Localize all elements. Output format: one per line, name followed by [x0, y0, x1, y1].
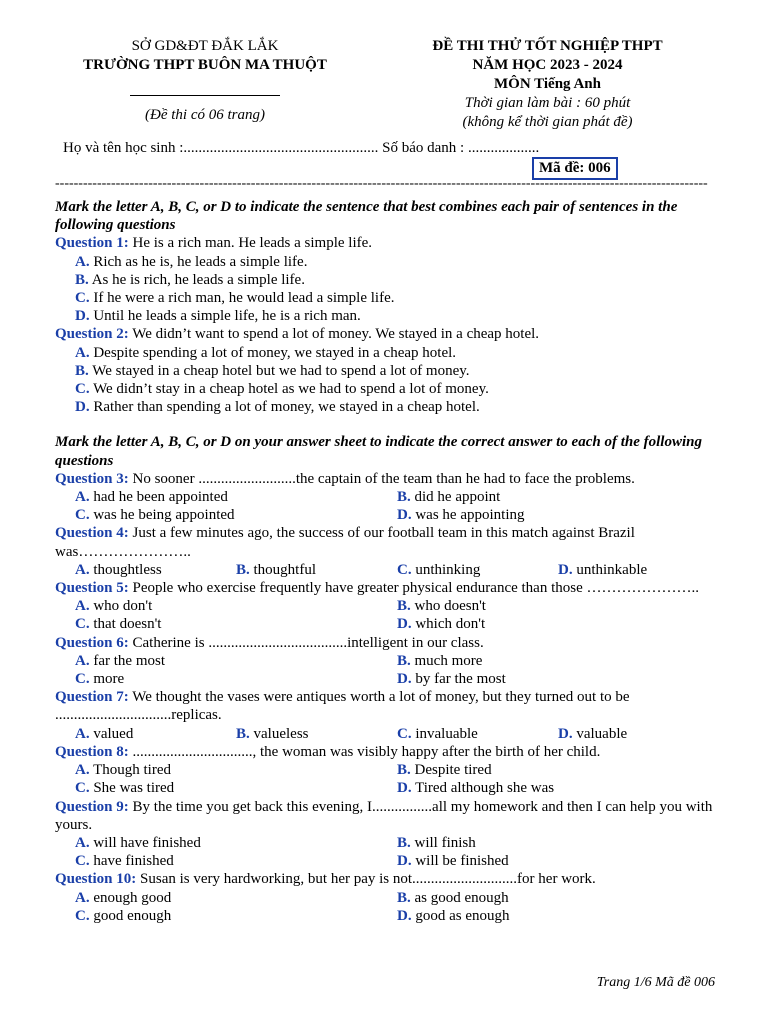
question-4 [55, 524, 720, 560]
option-text: did he appoint [410, 489, 501, 506]
option-text: thoughtful [249, 561, 317, 578]
option-text: that doesn't [89, 616, 162, 633]
question-label: Question 10: [55, 871, 137, 888]
option-letter: A. [75, 253, 90, 270]
option-letter: A. [75, 834, 90, 851]
options-row [55, 670, 720, 688]
option-letter: C. [75, 381, 90, 398]
options-row [55, 889, 720, 907]
option-text: invaluable [411, 725, 478, 742]
option-letter: B. [75, 271, 89, 288]
option-c [397, 725, 558, 743]
option-text: far the most [89, 652, 165, 669]
school-year: NĂM HỌC 2023 - 2024 [472, 57, 623, 73]
option [55, 289, 720, 307]
options-row [55, 852, 720, 870]
option-letter: C. [75, 507, 90, 524]
option-letter: C. [397, 561, 412, 578]
question-label: Question 8: [55, 743, 129, 760]
time-note: (không kể thời gian phát đề) [462, 114, 633, 130]
option-c [75, 615, 397, 633]
option-letter: A. [75, 489, 90, 506]
option-d [397, 670, 719, 688]
option-a [75, 761, 397, 779]
option-c [397, 561, 558, 579]
time-limit: Thời gian làm bài : 60 phút [464, 95, 631, 111]
exam-code-box: Mã đề: 006 [532, 157, 618, 180]
option-d [397, 907, 719, 925]
option-text: Until he leads a simple life, he is a rich man. [89, 308, 361, 325]
option-b [397, 597, 719, 615]
option-letter: D. [75, 399, 90, 416]
option-text: valueless [249, 725, 309, 742]
option-letter: A. [75, 652, 90, 669]
option-text: had he been appointed [89, 489, 228, 506]
options-row [55, 907, 720, 925]
option [55, 271, 720, 289]
option-b [236, 725, 397, 743]
option-text: was he being appointed [89, 507, 235, 524]
option-a [75, 889, 397, 907]
question-8 [55, 743, 720, 761]
option-letter: A. [75, 561, 90, 578]
option-b [397, 652, 719, 670]
option-letter: B. [75, 362, 89, 379]
options-row [55, 506, 720, 524]
options-row [55, 597, 720, 615]
options-row [55, 834, 720, 852]
option [55, 344, 720, 362]
question-label: Question 5: [55, 580, 129, 597]
option-text: will finish [410, 834, 476, 851]
option-letter: D. [397, 616, 412, 633]
dashed-separator: -------------------------------------------------------------------------------------------------------------------------------------------- [55, 176, 708, 191]
option [55, 398, 720, 416]
option-c [75, 670, 397, 688]
section-gap [55, 416, 720, 433]
subject: MÔN Tiếng Anh [494, 76, 601, 92]
option-letter: C. [75, 780, 90, 797]
option-letter: B. [397, 762, 411, 779]
option-text: who doesn't [410, 598, 486, 615]
option-a [75, 561, 236, 579]
question-9 [55, 798, 720, 834]
option-b [236, 561, 397, 579]
option-text: who don't [89, 598, 153, 615]
option-letter: C. [75, 616, 90, 633]
question-5 [55, 579, 720, 597]
option-c [75, 852, 397, 870]
question-label: Question 6: [55, 634, 129, 651]
option-text: will be finished [411, 853, 509, 870]
option-letter: C. [75, 290, 90, 307]
option-letter: D. [397, 507, 412, 524]
option-d [397, 779, 719, 797]
option-text: unthinkable [572, 561, 648, 578]
option-letter: D. [397, 853, 412, 870]
option-letter: C. [75, 853, 90, 870]
options-row [55, 779, 720, 797]
option-text: We didn’t stay in a cheap hotel as we had to spend a lot of money. [89, 381, 489, 398]
option-a [75, 597, 397, 615]
option-text: Despite tired [410, 762, 492, 779]
option-d [558, 561, 719, 579]
option [55, 380, 720, 398]
option-letter: C. [75, 671, 90, 688]
option-letter: B. [397, 489, 411, 506]
question-3 [55, 470, 720, 488]
header-divider [130, 95, 280, 96]
question-2 [55, 325, 720, 343]
option-text: by far the most [411, 671, 506, 688]
option-text: enough good [89, 889, 172, 906]
option-text: She was tired [89, 780, 175, 797]
question-10 [55, 870, 720, 888]
option [55, 253, 720, 271]
question-text: We didn’t want to spend a lot of money. We stayed in a cheap hotel. [128, 326, 540, 343]
option-b [397, 889, 719, 907]
option-text: Rich as he is, he leads a simple life. [89, 253, 308, 270]
option-text: We stayed in a cheap hotel but we had to spend a lot of money. [88, 362, 470, 379]
student-info-line: Họ và tên học sinh :.................................................... Số báo danh : ................... [63, 140, 540, 156]
option-text: valued [89, 725, 134, 742]
question-label: Question 7: [55, 689, 129, 706]
pages-note: (Đề thi có 06 trang) [145, 107, 265, 123]
option-c [75, 907, 397, 925]
option-letter: C. [75, 907, 90, 924]
exam-title: ĐỀ THI THỬ TỐT NGHIỆP THPT [432, 38, 663, 54]
option-letter: D. [558, 561, 573, 578]
question-text: ................................, the woman was visibly happy after the birth of her child. [128, 743, 601, 760]
option-d [397, 615, 719, 633]
option-letter: B. [236, 561, 250, 578]
option-letter: B. [397, 652, 411, 669]
option-letter: A. [75, 762, 90, 779]
option-text: good enough [89, 907, 172, 924]
option-letter: D. [558, 725, 573, 742]
option-text: If he were a rich man, he would lead a simple life. [89, 290, 395, 307]
option-text: Rather than spending a lot of money, we stayed in a cheap hotel. [89, 399, 480, 416]
option-d [397, 506, 719, 524]
option-b [397, 834, 719, 852]
option-text: was he appointing [411, 507, 525, 524]
option-d [558, 725, 719, 743]
option-text: unthinking [411, 561, 481, 578]
option-letter: D. [75, 308, 90, 325]
option-text: Tired although she was [411, 780, 555, 797]
department-name: SỞ GD&ĐT ĐẮK LẮK [131, 38, 279, 54]
option-text: thoughtless [89, 561, 162, 578]
section1-instruction: Mark the letter A, B, C, or D to indicate the sentence that best combines each pair of sentences in the following questions [55, 199, 678, 234]
option [55, 362, 720, 380]
question-label: Question 9: [55, 798, 129, 815]
option-letter: A. [75, 889, 90, 906]
option-text: will have finished [89, 834, 201, 851]
question-label: Question 4: [55, 525, 129, 542]
option-letter: B. [397, 598, 411, 615]
question-text: Just a few minutes ago, the success of our football team in this match against Brazil was………………….. [55, 525, 635, 560]
question-1 [55, 234, 720, 252]
question-label: Question 3: [55, 470, 129, 487]
option-a [75, 652, 397, 670]
page-footer: Trang 1/6 Mã đề 006 [596, 975, 715, 990]
option-text: as good enough [410, 889, 509, 906]
option-text: have finished [89, 853, 174, 870]
options-row [55, 488, 720, 506]
option-letter: C. [397, 725, 412, 742]
section2-instruction: Mark the letter A, B, C, or D on your answer sheet to indicate the correct answer to each of the following questions [55, 434, 702, 469]
option-c [75, 779, 397, 797]
school-name: TRƯỜNG THPT BUÔN MA THUỘT [83, 57, 327, 73]
option-letter: D. [397, 907, 412, 924]
option-letter: D. [397, 780, 412, 797]
option-text: valuable [572, 725, 628, 742]
question-text: Catherine is .....................................intelligent in our class. [128, 634, 484, 651]
option-letter: A. [75, 344, 90, 361]
question-text: People who exercise frequently have greater physical endurance than those ………………….. [128, 580, 699, 597]
header-left [55, 37, 355, 125]
option-letter: A. [75, 725, 90, 742]
option-letter: B. [236, 725, 250, 742]
option-b [397, 488, 719, 506]
option-letter: B. [397, 889, 411, 906]
options-row [55, 561, 720, 579]
option [55, 307, 720, 325]
option-letter: A. [75, 598, 90, 615]
question-label: Question 1: [55, 235, 129, 252]
options-row [55, 725, 720, 743]
options-row [55, 615, 720, 633]
option-d [397, 852, 719, 870]
question-text: He is a rich man. He leads a simple life. [128, 235, 373, 252]
option-a [75, 725, 236, 743]
option-text: which don't [411, 616, 486, 633]
question-6 [55, 634, 720, 652]
option-letter: B. [397, 834, 411, 851]
option-c [75, 506, 397, 524]
options-row [55, 761, 720, 779]
option-text: Despite spending a lot of money, we stayed in a cheap hotel. [89, 344, 457, 361]
options-row [55, 652, 720, 670]
option-text: good as enough [411, 907, 510, 924]
question-label: Question 2: [55, 326, 129, 343]
option-b [397, 761, 719, 779]
option-letter: D. [397, 671, 412, 688]
option-text: more [89, 671, 125, 688]
question-text: No sooner ..........................the captain of the team than he had to face the problems. [128, 470, 635, 487]
question-text: Susan is very hardworking, but her pay is not............................for her work. [136, 871, 596, 888]
exam-body [55, 198, 720, 925]
option-text: As he is rich, he leads a simple life. [88, 271, 305, 288]
header-right [395, 37, 700, 132]
option-text: much more [410, 652, 483, 669]
question-7 [55, 688, 720, 724]
option-a [75, 488, 397, 506]
option-a [75, 834, 397, 852]
question-text: By the time you get back this evening, I................all my homework and then I can help you with yours. [55, 798, 713, 833]
question-text: We thought the vases were antiques worth a lot of money, but they turned out to be ...............................replicas. [55, 689, 630, 724]
option-text: Though tired [89, 762, 171, 779]
